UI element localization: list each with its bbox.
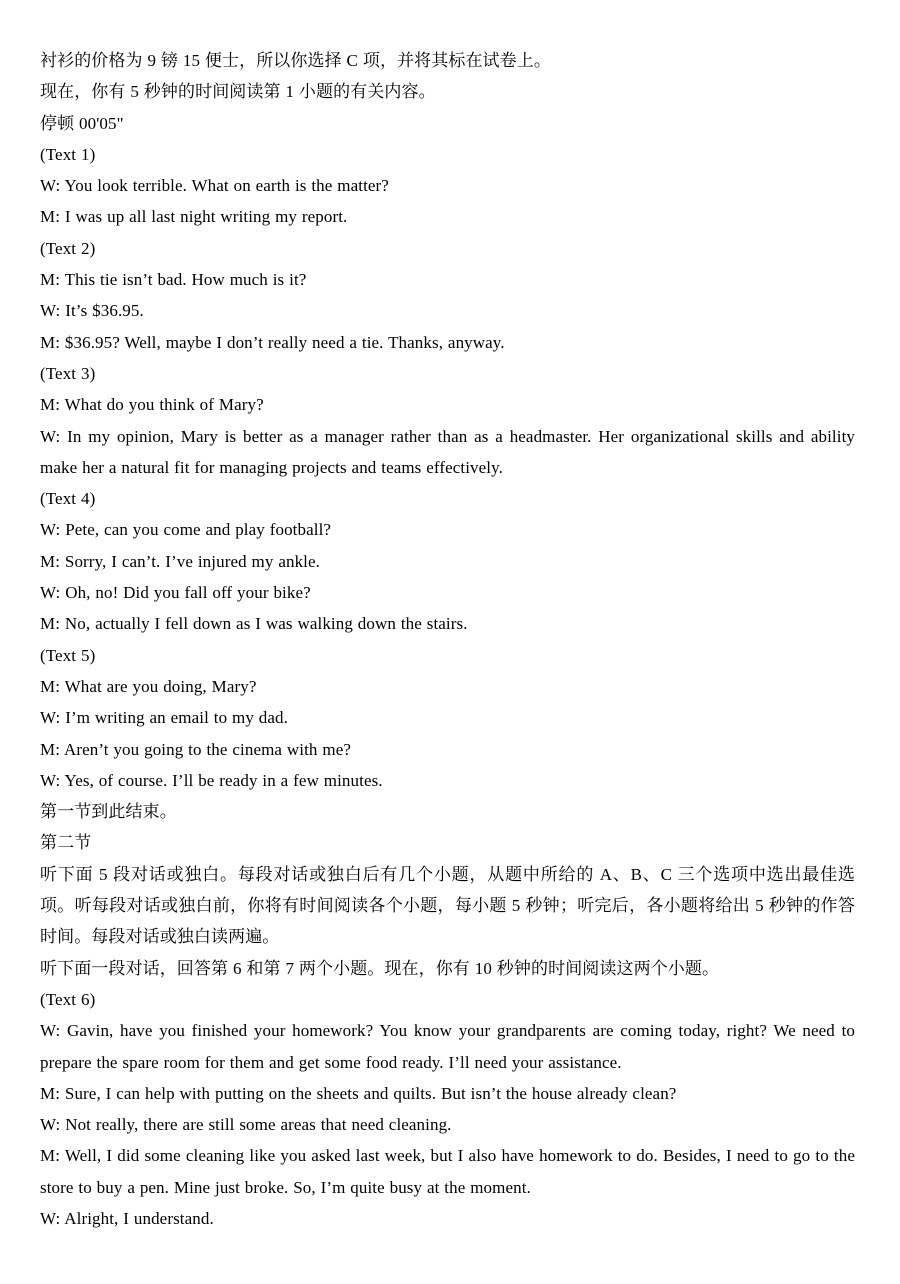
- section-end-line: 第一节到此结束。: [40, 802, 177, 822]
- dialogue-line: M: $36.95? Well, maybe I don’t really need a tie. Thanks, anyway.: [40, 332, 505, 352]
- dialogue-line: M: Sure, I can help with putting on the sheets and quilts. But isn’t the house already clean?: [40, 1083, 677, 1103]
- instruction-line: 听下面 5 段对话或独白。每段对话或独白后有几个小题，从题中所给的 A、B、C 三个选项中选出最佳选项。听每段对话或独白前，你将有时间阅读各个小题，每小题 5 秒钟；听完后，各小题将给出 5 秒钟的作答时间。每段对话或独白读两遍。: [40, 864, 855, 947]
- text-heading: (Text 5): [40, 645, 96, 665]
- instruction-line: 听下面一段对话，回答第 6 和第 7 两个小题。现在，你有 10 秒钟的时间阅读这两个小题。: [40, 958, 720, 978]
- dialogue-line: W: Pete, can you come and play football?: [40, 520, 332, 540]
- text-heading: (Text 4): [40, 489, 96, 509]
- dialogue-line: M: Sorry, I can’t. I’ve injured my ankle.: [40, 551, 320, 571]
- text-heading: (Text 3): [40, 363, 96, 383]
- dialogue-line: W: Gavin, have you finished your homework? You know your grandparents are coming today, right? We need to prepare the spare room for them and get some food ready. I’ll need your assistance.: [40, 1021, 855, 1072]
- dialogue-line: W: You look terrible. What on earth is the matter?: [40, 176, 389, 196]
- dialogue-line: M: Aren’t you going to the cinema with me?: [40, 739, 351, 759]
- dialogue-line: M: This tie isn’t bad. How much is it?: [40, 270, 307, 290]
- dialogue-line: W: Yes, of course. I’ll be ready in a few minutes.: [40, 770, 383, 790]
- dialogue-line: M: What do you think of Mary?: [40, 395, 264, 415]
- dialogue-line: W: It’s $36.95.: [40, 301, 144, 321]
- section-heading: 第二节: [40, 833, 92, 853]
- text-heading: (Text 1): [40, 144, 96, 164]
- dialogue-line: M: No, actually I fell down as I was walking down the stairs.: [40, 614, 468, 634]
- dialogue-line: W: Alright, I understand.: [40, 1208, 214, 1228]
- text-heading: (Text 6): [40, 989, 96, 1009]
- pause-marker: 停顿 00'05": [40, 113, 124, 133]
- dialogue-line: M: What are you doing, Mary?: [40, 676, 257, 696]
- dialogue-line: W: Oh, no! Did you fall off your bike?: [40, 583, 311, 603]
- dialogue-line: W: I’m writing an email to my dad.: [40, 708, 288, 728]
- dialogue-line: M: I was up all last night writing my report.: [40, 207, 348, 227]
- instruction-line: 现在，你有 5 秒钟的时间阅读第 1 小题的有关内容。: [40, 82, 436, 102]
- text-heading: (Text 2): [40, 238, 96, 258]
- instruction-line: 衬衫的价格为 9 镑 15 便士，所以你选择 C 项，并将其标在试卷上。: [40, 51, 551, 70]
- dialogue-line: W: In my opinion, Mary is better as a manager rather than as a headmaster. Her organizational skills and ability make her a natural fit for managing projects and teams effectively.: [40, 426, 855, 477]
- dialogue-line: M: Well, I did some cleaning like you asked last week, but I also have homework to do. Besides, I need to go to the store to buy a pen. Mine just broke. So, I’m quite busy at the moment.: [40, 1146, 855, 1197]
- dialogue-line: W: Not really, there are still some areas that need cleaning.: [40, 1115, 452, 1135]
